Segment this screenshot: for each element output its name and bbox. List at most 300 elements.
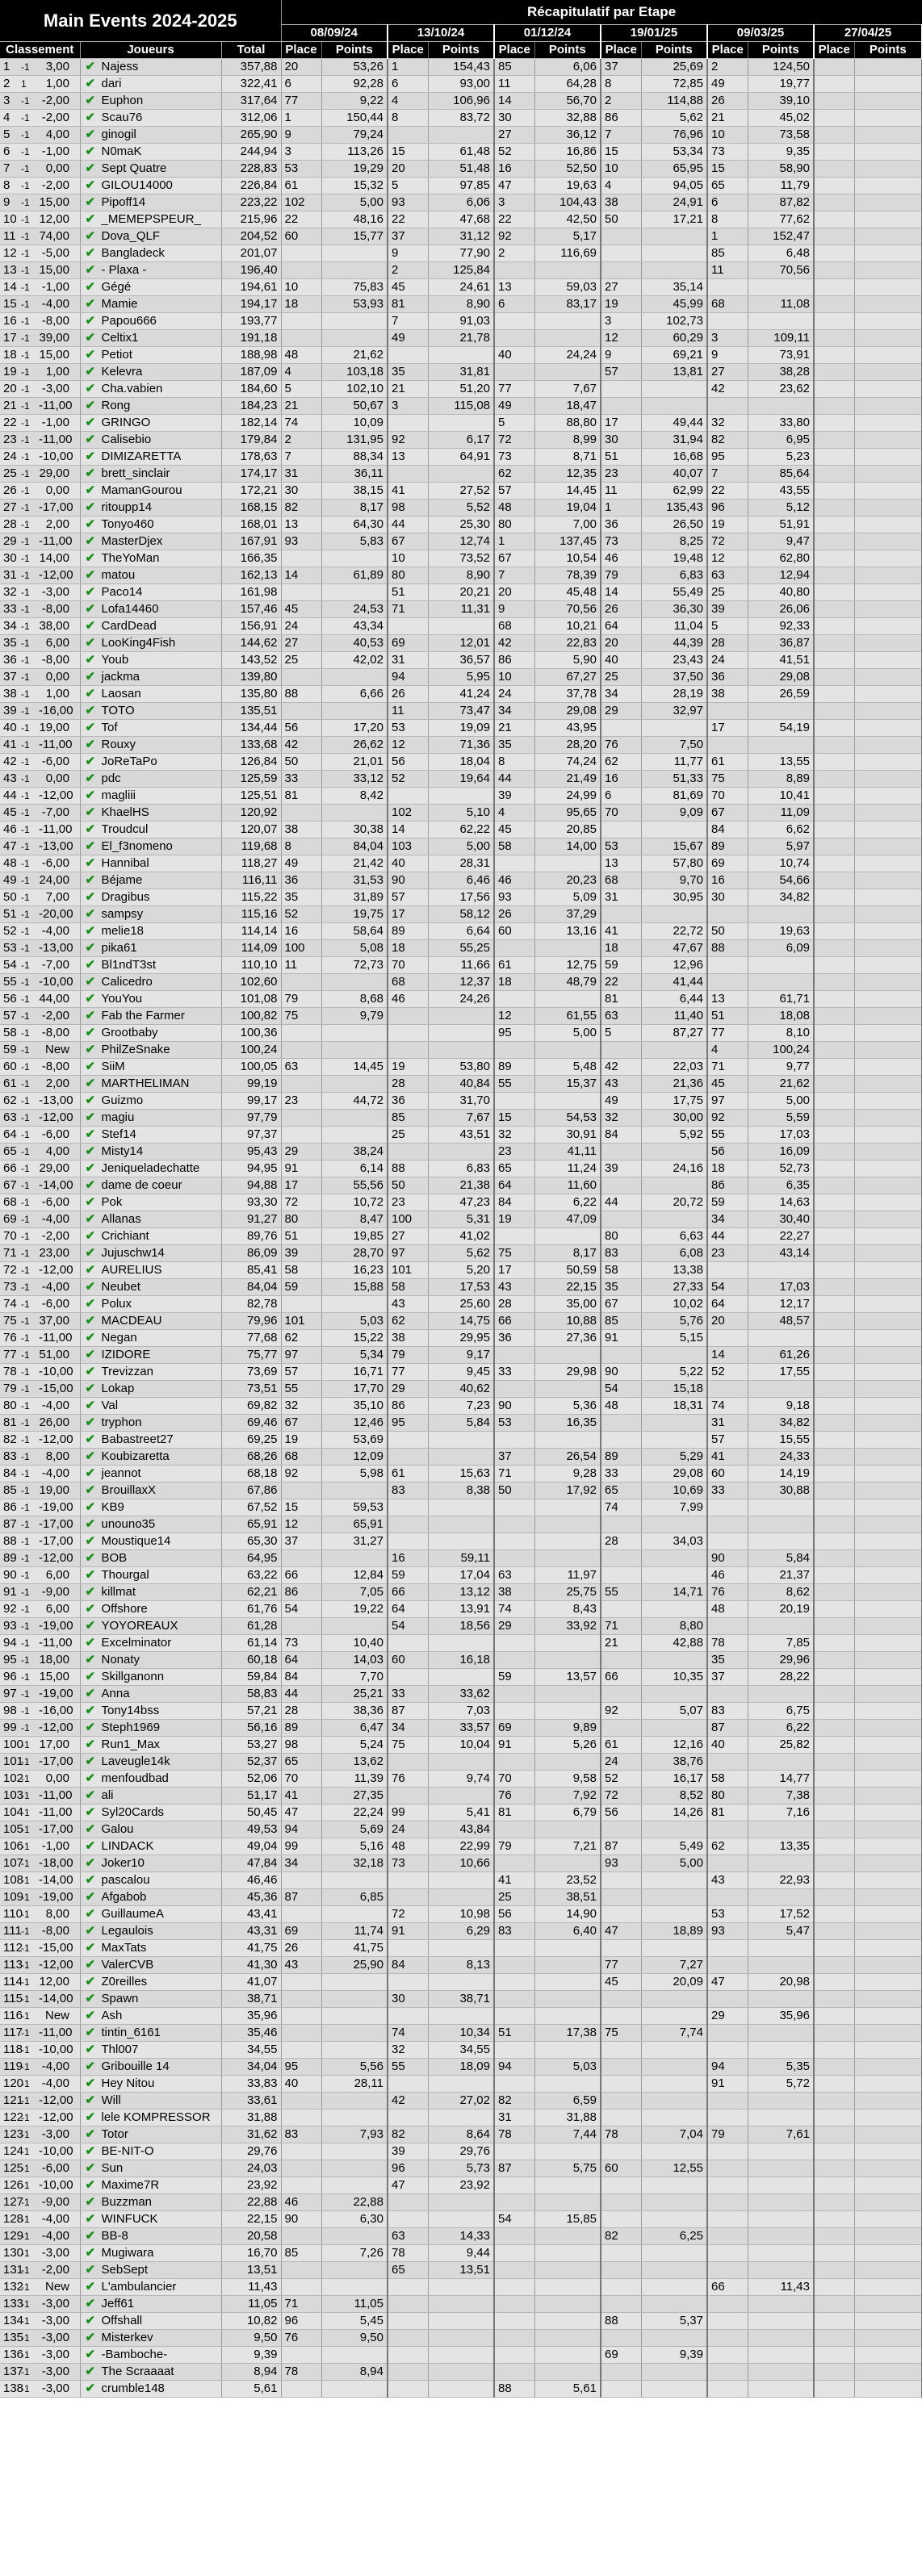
rank-cell: [0, 2110, 80, 2126]
rank-number: 4: [3, 111, 10, 124]
stage-place: [814, 805, 854, 822]
player-cell: [80, 1618, 221, 1635]
player-name: MARTHELIMAN: [101, 1077, 190, 1090]
stage-place: [814, 432, 854, 449]
stage-points: 11,43: [748, 2279, 814, 2296]
check-icon: ✔: [85, 2093, 96, 2107]
stage-points: [534, 1957, 601, 1974]
stage-points: 15,55: [748, 1432, 814, 1449]
stage-points: 21,38: [428, 1177, 494, 1194]
rank-cell: [0, 2160, 80, 2177]
check-icon: ✔: [85, 1975, 96, 1988]
stage-points: 40,62: [428, 1381, 494, 1398]
stage-place: [814, 788, 854, 805]
rank-number: 109: [3, 1890, 24, 1904]
table-row: [0, 59, 922, 76]
stage-points: [534, 2330, 601, 2347]
stage-points: [854, 1940, 922, 1957]
rank-evolution: -10,00: [39, 450, 73, 463]
stage-place: 33: [388, 1686, 428, 1703]
stage-points: 35,00: [534, 1296, 601, 1313]
player-cell: [80, 567, 221, 584]
stage-place: [707, 2330, 748, 2347]
stage-place: 57: [494, 483, 534, 500]
stage-points: [854, 398, 922, 415]
stage-place: 18: [601, 940, 641, 957]
stage-points: [534, 1042, 601, 1059]
stage-points: [748, 2347, 814, 2364]
stage-points: 17,04: [428, 1567, 494, 1584]
rank-evolution: 2,00: [45, 517, 69, 531]
stage-place: [388, 1144, 428, 1160]
player-cell: [80, 2279, 221, 2296]
rank-prev-change: -1: [21, 1502, 30, 1513]
table-row: [0, 1737, 922, 1754]
stage-place: 80: [707, 1788, 748, 1804]
table-row: [0, 1669, 922, 1686]
rank-number: 65: [3, 1144, 17, 1158]
total-points: 68,18: [221, 1466, 281, 1482]
stage-place: [388, 2296, 428, 2313]
col-place: Place: [388, 42, 428, 59]
table-row: [0, 2364, 922, 2381]
stage-points: 16,71: [321, 1364, 388, 1381]
stage-place: 45: [601, 1974, 641, 1991]
stage-points: [641, 720, 707, 737]
stage-place: 67: [601, 1296, 641, 1313]
rank-evolution: -1,00: [41, 144, 69, 158]
stage-points: 150,44: [321, 110, 388, 127]
stage-place: 55: [707, 1127, 748, 1144]
stage-place: 17: [281, 1177, 321, 1194]
rank-prev-change: -1: [21, 1807, 30, 1818]
rank-prev-change: -1: [21, 1485, 30, 1496]
stage-place: 7: [494, 567, 534, 584]
stage-place: 52: [707, 1364, 748, 1381]
stage-place: 18: [707, 1160, 748, 1177]
stage-place: [707, 1686, 748, 1703]
stage-points: 9,28: [534, 1466, 601, 1482]
rank-prev-change: -1: [21, 95, 30, 107]
stage-points: 45,99: [641, 296, 707, 313]
stage-points: 23,92: [428, 2177, 494, 2194]
stage-points: [321, 2262, 388, 2279]
stage-place: [707, 2143, 748, 2160]
stage-place: [601, 1550, 641, 1567]
stage-points: 32,18: [321, 1855, 388, 1872]
stage-points: 11,66: [428, 957, 494, 974]
stage-place: 93: [388, 194, 428, 211]
player-cell: [80, 1788, 221, 1804]
stage-points: 37,50: [641, 669, 707, 686]
rank-number: 31: [3, 568, 17, 582]
stage-place: 56: [494, 1906, 534, 1923]
stage-points: [321, 2143, 388, 2160]
stage-place: 82: [494, 2093, 534, 2110]
stage-place: [814, 754, 854, 771]
table-row: [0, 1957, 922, 1974]
stage-place: [494, 1516, 534, 1533]
rank-cell: [0, 1889, 80, 1906]
stage-place: 65: [707, 178, 748, 194]
stage-points: 48,57: [748, 1313, 814, 1330]
rank-evolution: -17,00: [39, 1822, 73, 1836]
rank-number: 74: [3, 1297, 17, 1311]
check-icon: ✔: [85, 297, 96, 311]
stage-place: [601, 1177, 641, 1194]
rank-cell: [0, 500, 80, 516]
stage-place: [388, 2364, 428, 2381]
rank-number: 28: [3, 517, 17, 531]
stage-place: 57: [281, 1364, 321, 1381]
total-points: 184,23: [221, 398, 281, 415]
table-row: [0, 737, 922, 754]
table-row: [0, 1330, 922, 1347]
player-name: Legaulois: [101, 1924, 153, 1938]
table-row: [0, 1160, 922, 1177]
player-name: dari: [101, 77, 122, 90]
total-points: 133,68: [221, 737, 281, 754]
stage-points: 48,16: [321, 211, 388, 228]
table-row: [0, 1364, 922, 1381]
stage-place: 41: [494, 1872, 534, 1889]
stage-place: 48: [494, 500, 534, 516]
stage-points: [854, 1584, 922, 1601]
stage-points: [641, 2042, 707, 2059]
rank-prev-change: -1: [21, 1146, 30, 1157]
total-points: 157,46: [221, 601, 281, 618]
stage-place: 40: [281, 2076, 321, 2093]
table-row: [0, 1804, 922, 1821]
stage-points: 47,68: [428, 211, 494, 228]
stage-place: 25: [281, 652, 321, 669]
stage-points: [534, 2228, 601, 2245]
stage-place: 87: [601, 1838, 641, 1855]
stage-points: 47,09: [534, 1211, 601, 1228]
stage-place: [814, 1076, 854, 1093]
rank-number: 68: [3, 1195, 17, 1209]
rank-cell: [0, 2143, 80, 2160]
rank-number: 38: [3, 687, 17, 700]
rank-prev-change: -1: [21, 1180, 30, 1191]
rank-cell: [0, 347, 80, 364]
rank-evolution: -3,00: [41, 2331, 69, 2344]
stage-place: 91: [388, 1923, 428, 1940]
stage-place: 27: [281, 635, 321, 652]
player-name: Tof: [101, 721, 118, 734]
check-icon: ✔: [85, 128, 96, 141]
stage-points: 12,46: [321, 1415, 388, 1432]
stage-points: 7,21: [534, 1838, 601, 1855]
rank-cell: [0, 1669, 80, 1686]
player-cell: [80, 1364, 221, 1381]
stage-place: 72: [601, 1788, 641, 1804]
stage-place: 31: [388, 652, 428, 669]
player-name: PhilZeSnake: [101, 1043, 170, 1056]
stage-points: 29,08: [534, 703, 601, 720]
stage-points: 11,79: [748, 178, 814, 194]
player-name: SiiM: [101, 1060, 125, 1073]
stage-place: [814, 1025, 854, 1042]
player-name: magiu: [101, 1110, 135, 1124]
player-name: Pipoff14: [101, 195, 146, 209]
stage-place: 63: [281, 1059, 321, 1076]
stage-place: 52: [388, 771, 428, 788]
stage-place: 7: [601, 127, 641, 144]
stage-points: 14,77: [748, 1771, 814, 1788]
stage-points: 9,35: [748, 144, 814, 161]
stage-place: 37: [494, 1449, 534, 1466]
total-points: 50,45: [221, 1804, 281, 1821]
table-row: [0, 2313, 922, 2330]
stage-points: 95,65: [534, 805, 601, 822]
rank-evolution: -12,00: [39, 1958, 73, 1972]
stage-place: 46: [601, 550, 641, 567]
stage-points: 9,74: [428, 1771, 494, 1788]
stage-points: 11,31: [428, 601, 494, 618]
stage-points: 16,23: [321, 1262, 388, 1279]
table-row: [0, 1771, 922, 1788]
rank-number: 118: [3, 2043, 23, 2056]
stage-place: 71: [707, 1059, 748, 1076]
stage-points: 10,09: [321, 415, 388, 432]
stage-place: 57: [601, 364, 641, 381]
rank-prev-change: -1: [21, 265, 30, 276]
stage-place: [814, 1601, 854, 1618]
stage-place: [494, 1855, 534, 1872]
stage-place: [814, 1499, 854, 1516]
rank-evolution: -3,00: [41, 2314, 69, 2327]
table-row: [0, 2381, 922, 2398]
stage-points: [854, 1601, 922, 1618]
rank-prev-change: -1: [21, 1197, 30, 1208]
total-points: 52,06: [221, 1771, 281, 1788]
check-icon: ✔: [85, 2144, 96, 2158]
rank-prev-change: -1: [21, 112, 30, 123]
stage-place: 43: [601, 1076, 641, 1093]
stage-place: 10: [388, 550, 428, 567]
stage-points: [321, 550, 388, 567]
rank-number: 105: [3, 1822, 24, 1836]
stage-points: 10,72: [321, 1194, 388, 1211]
stage-points: [854, 1110, 922, 1127]
stage-points: 17,92: [534, 1482, 601, 1499]
stage-place: 2: [601, 93, 641, 110]
stage-points: [534, 2143, 601, 2160]
stage-points: [321, 974, 388, 991]
stage-place: [814, 889, 854, 906]
stage-points: [854, 127, 922, 144]
total-points: 194,17: [221, 296, 281, 313]
total-points: 9,50: [221, 2330, 281, 2347]
stage-points: [321, 330, 388, 347]
stage-points: [854, 1262, 922, 1279]
stage-place: 4: [388, 93, 428, 110]
stage-place: 77: [494, 381, 534, 398]
stage-place: 26: [494, 906, 534, 923]
rank-prev-change: -1: [21, 316, 30, 327]
stage-points: [854, 1381, 922, 1398]
stage-place: [601, 822, 641, 838]
stage-place: [814, 2313, 854, 2330]
rank-number: 126: [3, 2178, 24, 2192]
stage-place: [494, 1432, 534, 1449]
stage-points: [321, 1991, 388, 2008]
stage-points: 17,21: [641, 211, 707, 228]
stage-points: 6,47: [321, 1720, 388, 1737]
stage-points: 21,49: [534, 771, 601, 788]
stage-place: 16: [388, 1550, 428, 1567]
stage-place: 102: [388, 805, 428, 822]
stage-points: 27,35: [321, 1788, 388, 1804]
check-icon: ✔: [85, 1144, 96, 1158]
stage-place: 19: [388, 1059, 428, 1076]
stage-points: 20,19: [748, 1601, 814, 1618]
stage-points: 16,17: [641, 1771, 707, 1788]
stage-place: 66: [388, 1584, 428, 1601]
rank-evolution: -3,00: [41, 382, 69, 395]
stage-place: [494, 2313, 534, 2330]
rank-number: 15: [3, 297, 17, 311]
table-row: [0, 1889, 922, 1906]
player-name: SebSept: [101, 2263, 149, 2277]
stage-place: [601, 2076, 641, 2093]
stage-points: 12,74: [428, 533, 494, 550]
stage-points: 78,39: [534, 567, 601, 584]
stage-points: 5,07: [641, 1703, 707, 1720]
stage-place: [388, 1533, 428, 1550]
stage-place: [601, 1652, 641, 1669]
stage-points: 24,91: [641, 194, 707, 211]
stage-place: [814, 194, 854, 211]
stage-points: 9,58: [534, 1771, 601, 1788]
stage-place: [601, 1889, 641, 1906]
stage-points: [641, 2093, 707, 2110]
stage-place: [814, 466, 854, 483]
rank-cell: [0, 872, 80, 889]
player-cell: [80, 838, 221, 855]
stage-points: [854, 618, 922, 635]
player-name: Fab the Farmer: [101, 1009, 185, 1022]
player-name: MaxTats: [101, 1941, 147, 1955]
player-cell: [80, 1771, 221, 1788]
stage-points: 5,35: [748, 2059, 814, 2076]
stage-points: [748, 2194, 814, 2211]
stage-place: 51: [494, 2025, 534, 2042]
stage-points: [854, 516, 922, 533]
stage-points: 87,82: [748, 194, 814, 211]
stage-points: 47,67: [641, 940, 707, 957]
stage-points: 73,91: [748, 347, 814, 364]
table-row: [0, 1177, 922, 1194]
stage-place: [601, 381, 641, 398]
stage-place: [814, 127, 854, 144]
stage-place: 50: [281, 754, 321, 771]
rank-cell: [0, 889, 80, 906]
stage-place: [281, 2025, 321, 2042]
stage-points: [428, 2364, 494, 2381]
stage-place: 38: [281, 822, 321, 838]
table-row: [0, 1415, 922, 1432]
stage-place: 54: [494, 2211, 534, 2228]
stage-place: 25: [494, 1889, 534, 1906]
stage-points: 88,34: [321, 449, 388, 466]
rank-prev-change: -1: [21, 1942, 30, 1954]
stage-place: [814, 2042, 854, 2059]
stage-points: [854, 1703, 922, 1720]
stage-points: [321, 584, 388, 601]
stage-place: 92: [494, 228, 534, 245]
check-icon: ✔: [85, 2043, 96, 2056]
player-cell: [80, 1567, 221, 1584]
stage-place: [494, 1381, 534, 1398]
stage-points: 60,29: [641, 330, 707, 347]
stage-place: 7: [388, 313, 428, 330]
rank-prev-change: -1: [21, 1756, 30, 1767]
stage-points: 9,22: [321, 93, 388, 110]
rank-number: 112: [3, 1941, 23, 1955]
check-icon: ✔: [85, 2280, 96, 2294]
stage-points: 64,30: [321, 516, 388, 533]
rank-cell: [0, 1635, 80, 1652]
rank-cell: [0, 262, 80, 279]
table-row: [0, 567, 922, 584]
stage-points: [854, 1652, 922, 1669]
stage-points: [854, 1177, 922, 1194]
total-points: 172,21: [221, 483, 281, 500]
stage-points: [534, 330, 601, 347]
rank-cell: [0, 923, 80, 940]
rank-prev-change: -1: [21, 1163, 30, 1174]
stage-place: [814, 2076, 854, 2093]
stage-points: 36,57: [428, 652, 494, 669]
stage-place: 75: [494, 1245, 534, 1262]
check-icon: ✔: [85, 2195, 96, 2209]
stage-points: [641, 2279, 707, 2296]
rank-cell: [0, 1991, 80, 2008]
rank-prev-change: -1: [21, 553, 30, 564]
total-points: 73,51: [221, 1381, 281, 1398]
stage-place: [814, 2194, 854, 2211]
stage-place: [707, 2093, 748, 2110]
stage-points: 5,22: [641, 1364, 707, 1381]
rank-prev-change: -1: [21, 1519, 30, 1530]
stage-place: [814, 957, 854, 974]
stage-points: 23,62: [748, 381, 814, 398]
stage-place: [494, 1703, 534, 1720]
stage-points: 79,24: [321, 127, 388, 144]
total-points: 97,79: [221, 1110, 281, 1127]
player-cell: [80, 2110, 221, 2126]
rank-prev-change: -1: [21, 1383, 30, 1395]
stage-place: 35: [707, 1652, 748, 1669]
stage-place: 22: [281, 211, 321, 228]
rank-evolution: -19,00: [39, 1687, 73, 1700]
rank-evolution: -10,00: [39, 2178, 73, 2192]
stage-points: [854, 533, 922, 550]
stage-place: 38: [601, 194, 641, 211]
stage-place: 90: [388, 872, 428, 889]
stage-points: 5,90: [534, 652, 601, 669]
stage-points: 53,93: [321, 296, 388, 313]
rank-evolution: 23,00: [39, 1246, 69, 1260]
stage-points: [641, 1720, 707, 1737]
rank-evolution: 19,00: [39, 721, 69, 734]
player-name: Ash: [101, 2009, 123, 2022]
stage-points: 18,89: [641, 1923, 707, 1940]
rank-prev-change: -1: [21, 2112, 30, 2123]
stage-place: [814, 1703, 854, 1720]
